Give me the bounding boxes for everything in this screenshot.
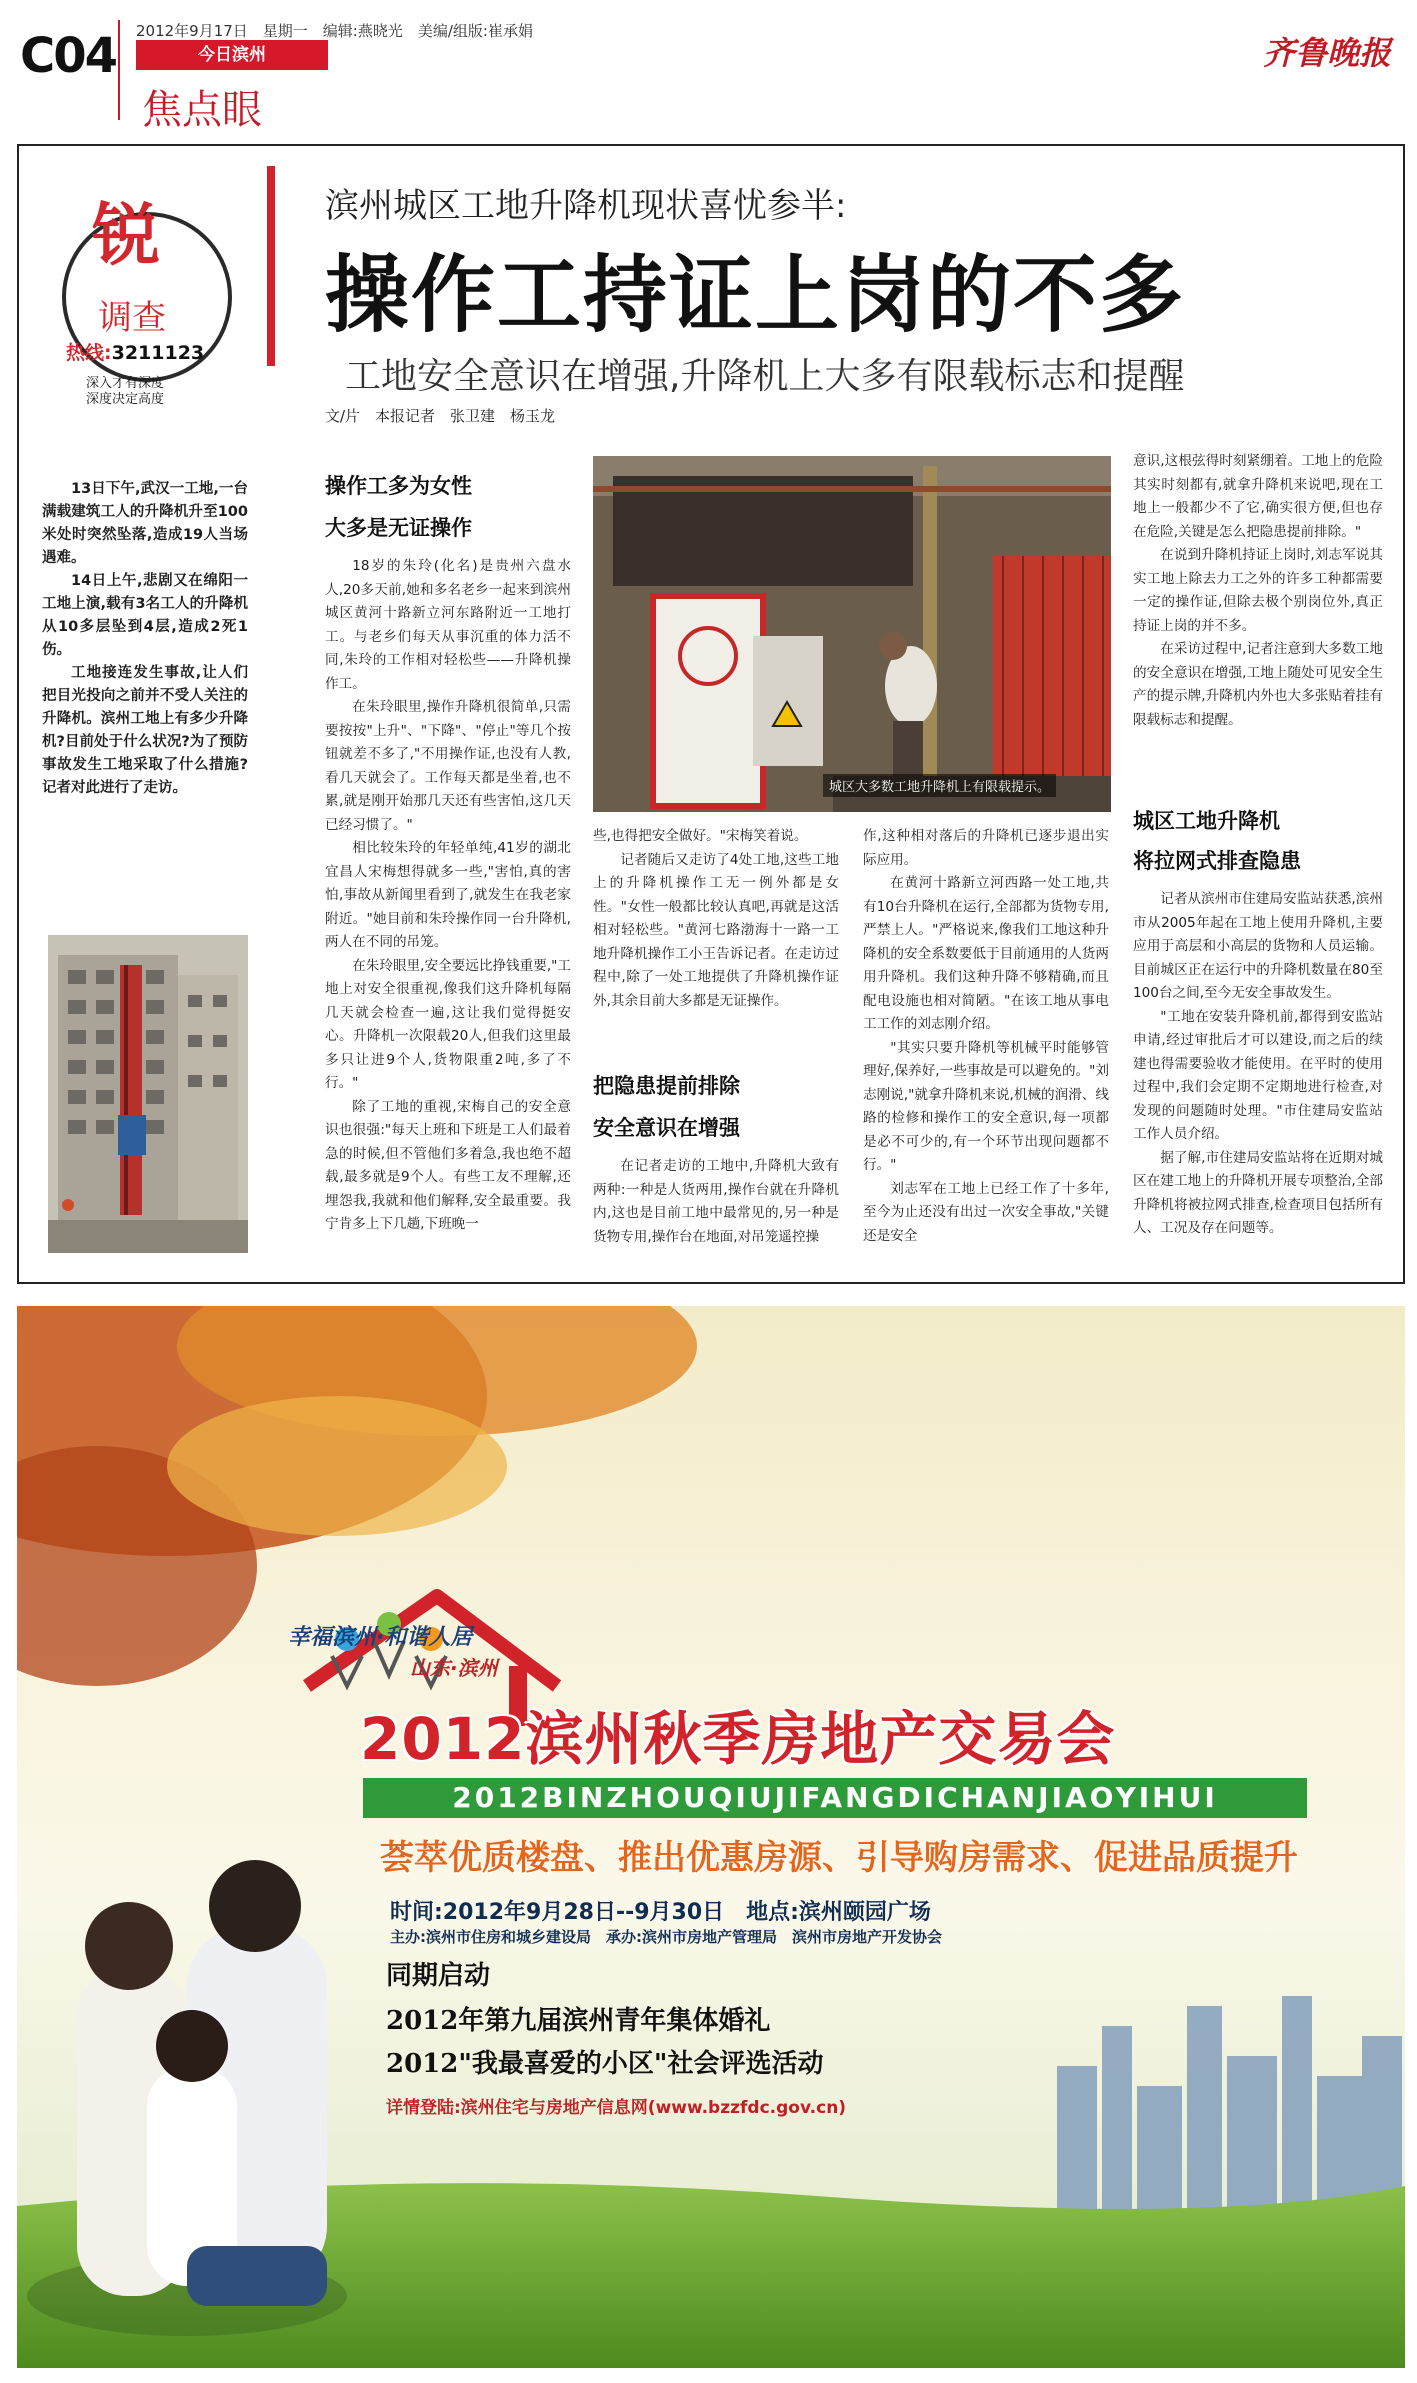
- body-paragraph: 在记者走访的工地中,升降机大致有两种:一种是人货两用,操作台就在升降机内,这也是目前工地中最常见的,另一种是货物专用,操作台在地面,对吊笼遥控操: [593, 1158, 839, 1245]
- ad-time-location: 时间:2012年9月28日--9月30日 地点:滨州颐园广场: [390, 1900, 931, 1925]
- body-paragraph: 相比较朱玲的年轻单纯,41岁的湖北宜昌人宋梅想得就多一些,"害怕,真的害怕,事故从新闻里看到了,就发生在我老家附近。"她目前和朱玲操作同一台升降机,两人在不同的吊笼。: [325, 840, 571, 950]
- article-subtitle: 工地安全意识在增强,升降机上大多有限载标志和提醒: [345, 356, 1185, 397]
- body-paragraph: "其实只要升降机等机械平时能够管理好,保养好,一些事故是可以避免的。"刘志刚说,"就拿升降机来说,机械的润滑、线路的检修和操作工的安全意识,每一项都是必不可少的,有一个环节出现问题都不行。": [863, 1039, 1109, 1173]
- body-paragraph: 除了工地的重视,宋梅自己的安全意识也很强:"每天上班和下班是工人们最着急的时候,但不管他们多着急,我也绝不超载,最多就是9个人。有些工友不理解,还埋怨我,我就和他们解释,安全最重要。我宁肯多上下几趟,下班晚一: [325, 1098, 571, 1232]
- body-paragraph: 作,这种相对落后的升降机已逐步退出实际应用。: [863, 828, 1109, 868]
- body-paragraph: 在采访过程中,记者注意到大多数工地的安全意识在增强,工地上随处可见安全生产的提示牌,升降机内外也大多张贴着挂有限载标志和提醒。: [1133, 641, 1383, 728]
- photo-caption: 城区大多数工地升降机上有限载提示。: [823, 774, 1056, 797]
- body-paragraph: 18岁的朱玲(化名)是贵州六盘水人,20多天前,她和多名老乡一起来到滨州城区黄河十路新立河东路附近一工地打工。与老乡们每天从事沉重的体力活不同,朱玲的工作相对轻松些——升降机操作工。: [325, 558, 571, 692]
- article-column-5: [1133, 450, 1383, 732]
- article-title: 操作工持证上岗的不多: [325, 246, 1186, 344]
- ad-event-vote: 2012"我最喜爱的小区"社会评选活动: [386, 2049, 824, 2079]
- body-paragraph: 刘志军在工地上已经工作了十多年,至今为止还没有出过一次安全事故,"关键还是安全: [863, 1180, 1109, 1244]
- intro-paragraph: 14日上午,悲剧又在绵阳一工地上演,载有3名工人的升降机从10多层坠到4层,造成2死1伤。: [42, 573, 248, 658]
- ad-sync-heading: 同期启动: [386, 1961, 491, 1991]
- article-column-3b: [593, 1155, 839, 1249]
- section-heading-1b: 大多是无证操作: [325, 516, 472, 540]
- ad-logo-location: 山东·滨州: [410, 1656, 498, 1680]
- body-paragraph: 意识,这根弦得时刻紧绷着。工地上的危险其实时刻都有,就拿升降机来说吧,现在工地上一般都少不了它,确实很方便,但也存在危险,关键是怎么把隐患提前排除。": [1133, 453, 1383, 540]
- building-illustration: [48, 935, 248, 1253]
- ad-organizers: 主办:滨州市住房和城乡建设局 承办:滨州市房地产管理局 滨州市房地产开发协会: [390, 1928, 943, 1946]
- hotline-label: 热线:: [66, 342, 112, 364]
- body-paragraph: 在说到升降机持证上岗时,刘志军说其实工地上除去力工之外的许多工种都需要一定的操作证,但除去极个别岗位外,真正持证上岗的并不多。: [1133, 547, 1383, 634]
- lift-photo: [593, 456, 1111, 812]
- ad-slogan: 荟萃优质楼盘、推出优惠房源、引导购房需求、促进品质提升: [380, 1838, 1298, 1878]
- hotline-number: 3211123: [111, 342, 205, 364]
- building-photo: [48, 935, 248, 1253]
- article-column-4: [863, 825, 1109, 1248]
- section-heading-1a: 操作工多为女性: [325, 474, 472, 498]
- intro-paragraph: 工地接连发生事故,让人们把目光投向之前并不受人关注的升降机。滨州工地上有多少升降机?目前处于什么状况?为了预防事故发生工地采取了什么措施?记者对此进行了走访。: [42, 665, 248, 796]
- ad-event-wedding: 2012年第九届滨州青年集体婚礼: [386, 2006, 771, 2036]
- section-heading-2a: 把隐患提前排除: [593, 1074, 740, 1098]
- title-accent-bar: [267, 166, 275, 366]
- intro-paragraph: 13日下午,武汉一工地,一台满载建筑工人的升降机升至100米处时突然坠落,造成19人当场遇难。: [42, 481, 248, 566]
- stamp-big-char: 锐: [92, 196, 161, 276]
- article-byline: 文/片 本报记者 张卫建 杨玉龙: [325, 407, 556, 425]
- ad-website-link[interactable]: 详情登陆:滨州住宅与房地产信息网(www.bzzfdc.gov.cn): [386, 2098, 847, 2118]
- ad-title: 2012滨州秋季房地产交易会: [360, 1705, 1116, 1773]
- section-heading-3b: 将拉网式排查隐患: [1133, 849, 1301, 873]
- article-column-2: [325, 555, 571, 1237]
- ad-logo-slogan: 幸福滨州·和谐人居: [288, 1625, 473, 1650]
- section-tab: 今日滨州: [136, 40, 328, 70]
- body-paragraph: 据了解,市住建局安监站将在近期对城区在建工地上的升降机开展专项整治,全部升降机将被拉网式排查,检查项目包括所有人、工况及存在问题等。: [1133, 1149, 1383, 1236]
- body-paragraph: 在朱玲眼里,操作升降机很简单,只需要按按"上升"、"下降"、"停止"等几个按钮就差不多了,"不用操作证,也没有人教,看几天就会了。工作每天都是坐着,也不累,就是刚开始那几天还有些害怕,这几天已经习惯了。": [325, 699, 571, 833]
- page-number: C04: [20, 28, 117, 84]
- ad-pinyin-banner: 2012BINZHOUQIUJIFANGDICHANJIAOYIHUI: [363, 1778, 1307, 1818]
- masthead-logo: 齐鲁晚报: [1262, 34, 1391, 72]
- stamp-tagline-2: 深度决定高度: [86, 392, 165, 407]
- lift-illustration: [593, 456, 1111, 812]
- body-paragraph: 些,也得把安全做好。"宋梅笑着说。: [593, 828, 808, 844]
- body-paragraph: "工地在安装升降机前,都得到安监站申请,经过审批后才可以建设,而之后的续建也得需要验收才能使用。在平时的使用过程中,我们会定期不定期地进行检查,对发现的问题随时处理。"市住建局安监站工作人员介绍。: [1133, 1008, 1383, 1142]
- article-kicker: 滨州城区工地升降机现状喜忧参半:: [325, 186, 847, 226]
- body-paragraph: 在朱玲眼里,安全要远比挣钱重要,"工地上对安全很重视,像我们这升降机每隔几天就会检查一遍,这让我们觉得挺安心。升降机一次限载20人,但我们这里最多只让进9个人,货物限重2吨,多了不行。": [325, 957, 571, 1091]
- section-heading-2b: 安全意识在增强: [593, 1116, 740, 1140]
- article-column-5b: [1133, 888, 1383, 1241]
- section-heading-3a: 城区工地升降机: [1133, 809, 1280, 833]
- stamp-tagline-1: 深入才有深度: [86, 376, 165, 391]
- stamp-hotline: [66, 338, 204, 365]
- stamp-sub: 调查: [98, 298, 166, 338]
- body-paragraph: 记者随后又走访了4处工地,这些工地上的升降机操作工无一例外都是女性。"女性一般都比较认真吧,再就是这活相对轻松些。"黄河七路渤海十一路一工地升降机操作工小王告诉记者。在走访过程中,除了一处工地提供了升降机操作证外,其余目前大多都是无证操作。: [593, 851, 839, 1009]
- body-paragraph: 记者从滨州市住建局安监站获悉,滨州市从2005年起在工地上使用升降机,主要应用于高层和小高层的货物和人员运输。目前城区正在运行中的升降机数量在80至100台之间,至今无安全事故发生。: [1133, 891, 1383, 1001]
- article-column-3: [593, 825, 839, 1013]
- body-paragraph: 在黄河十路新立河西路一处工地,共有10台升降机在运行,全部都为货物专用,严禁上人。"严格说来,像我们工地这种升降机的安全系数要低于目前通用的人货两用升降机。我们这种升降不够精确,而且配电设施也相对简陋。"在该工地从事电工工作的刘志刚介绍。: [863, 875, 1109, 1032]
- date-line: 2012年9月17日 星期一 编辑:燕晓光 美编/组版:崔承娟: [136, 22, 533, 40]
- header-divider: [118, 20, 120, 120]
- section-title: 焦点眼: [142, 87, 262, 133]
- article-intro: [42, 478, 248, 800]
